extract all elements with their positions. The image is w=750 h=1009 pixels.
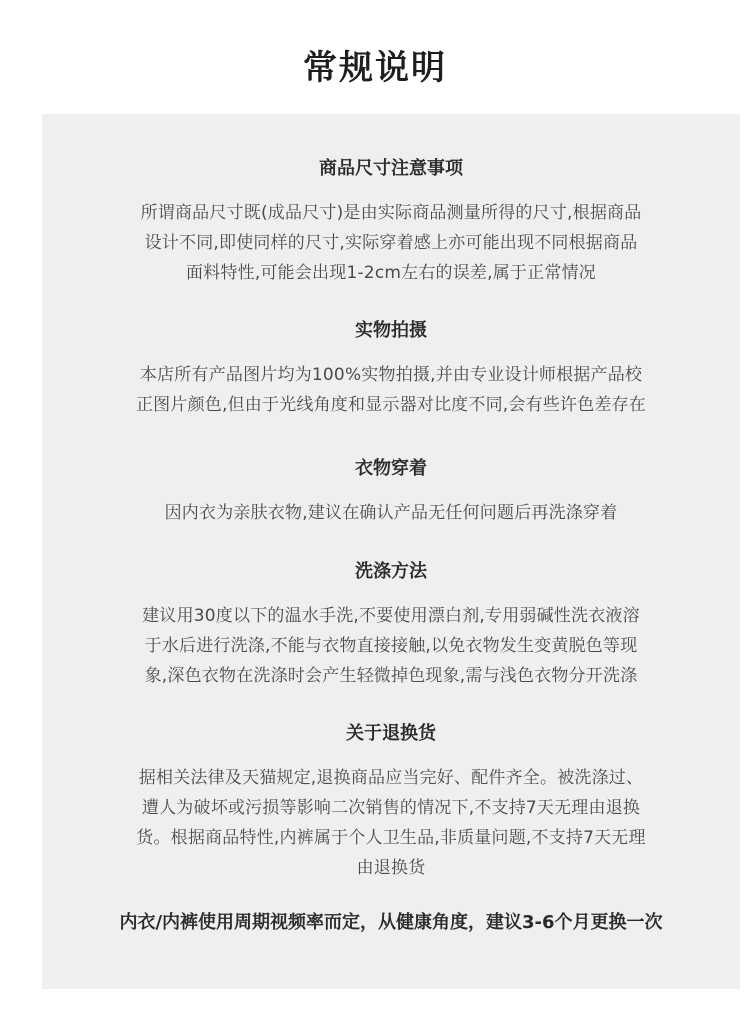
section-body [42, 198, 740, 288]
section-title: 衣物穿着 [355, 458, 427, 479]
paragraph-line: 象,深色衣物在洗涤时会产生轻微掉色现象,需与浅色衣物分开洗涤 [144, 666, 638, 686]
section-returns [42, 719, 740, 883]
paragraph-line: 据相关法律及天猫规定,退换商品应当完好、配件齐全。被洗涤过、 [138, 768, 644, 788]
section-title: 商品尺寸注意事项 [319, 158, 463, 179]
section-title: 实物拍摄 [355, 320, 427, 341]
section-body [42, 498, 740, 528]
section-title: 关于退换货 [346, 723, 436, 744]
section-size-notice [42, 154, 740, 288]
section-title: 洗涤方法 [355, 561, 427, 582]
info-panel [42, 114, 740, 989]
paragraph-line: 遭人为破坏或污损等影响二次销售的情况下,不支持7天无理由退换 [141, 798, 641, 818]
paragraph-line: 货。根据商品特性,内裤属于个人卫生品,非质量问题,不支持7天无理 [136, 828, 646, 848]
paragraph-line: 由退换货 [356, 858, 426, 878]
paragraph-line: 面料特性,可能会出现1-2cm左右的误差,属于正常情况 [186, 263, 596, 283]
paragraph-line: 本店所有产品图片均为100%实物拍摄,并由专业设计师根据产品校 [139, 365, 643, 385]
paragraph-line: 所谓商品尺寸既(成品尺寸)是由实际商品测量所得的尺寸,根据商品 [140, 203, 642, 223]
paragraph-line: 于水后进行洗涤,不能与衣物直接接触,以免衣物发生变黄脱色等现 [144, 636, 638, 656]
footer-note: 内衣/内裤使用周期视频率而定，从健康角度，建议3-6个月更换一次 [119, 912, 663, 933]
section-body [42, 360, 740, 420]
section-washing [42, 557, 740, 691]
paragraph-line: 设计不同,即使同样的尺寸,实际穿着感上亦可能出现不同根据商品 [144, 233, 638, 253]
paragraph-line: 建议用30度以下的温水手洗,不要使用漂白剂,专用弱碱性洗衣液溶 [142, 606, 640, 626]
paragraph-line: 正图片颜色,但由于光线角度和显示器对比度不同,会有些许色差存在 [135, 395, 646, 415]
section-photography [42, 316, 740, 420]
section-body [42, 763, 740, 883]
section-body [42, 601, 740, 691]
paragraph-line: 因内衣为亲肤衣物,建议在确认产品无任何问题后再洗涤穿着 [164, 503, 618, 523]
page-title: 常规说明 [303, 48, 447, 88]
section-wearing [42, 454, 740, 528]
